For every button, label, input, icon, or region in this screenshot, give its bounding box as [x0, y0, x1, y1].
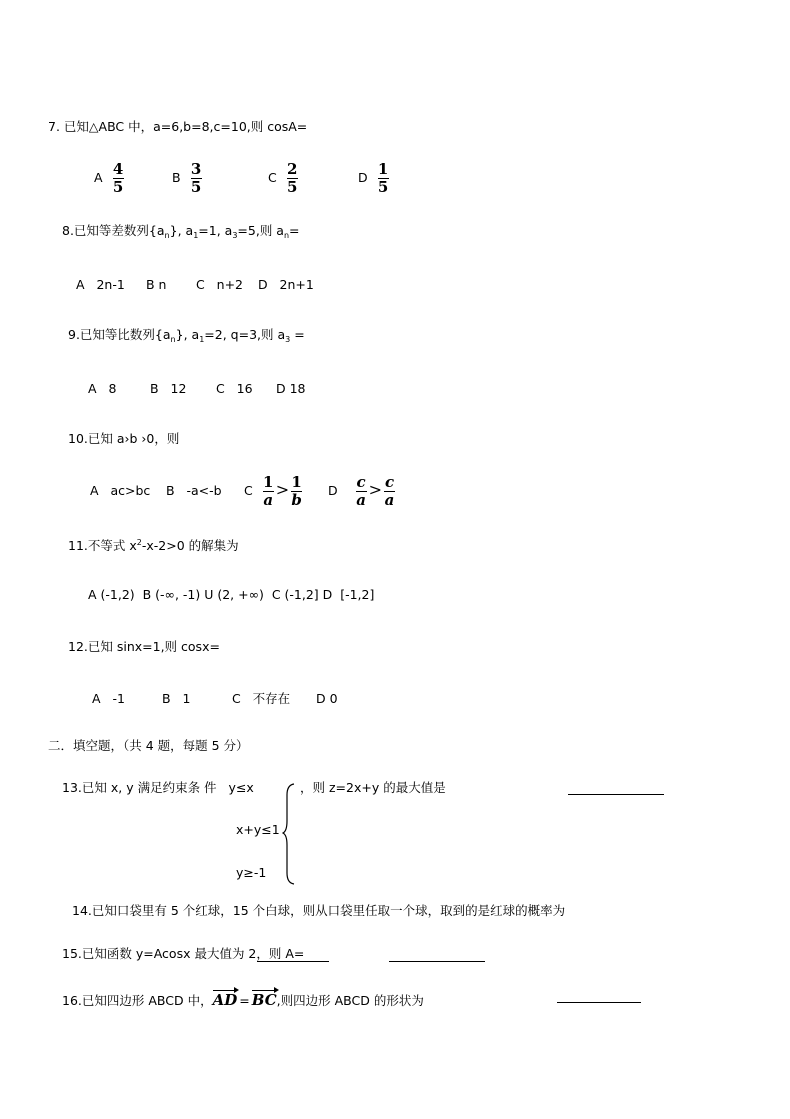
numerator: 4: [112, 160, 124, 178]
q10-option-a: A ac>bc: [90, 483, 151, 498]
q12-option-c: C 不存在: [232, 691, 291, 706]
q9-stem: 9.已知等比数列$\{a_n\}$, $a_1=2$, q=3,则 $a_3$ =: [68, 327, 305, 344]
q9-option-a: A 8: [88, 381, 117, 396]
q13-stem: 13.已知 x, y 满足约束条 件 y≤x: [62, 780, 254, 795]
vector-bc: BC: [251, 991, 277, 1009]
q7-option-d-letter: D: [357, 170, 368, 185]
q7-option-d-fraction: [378, 161, 389, 196]
numerator: 3: [190, 160, 202, 178]
q9-option-d: D 18: [276, 381, 306, 396]
q16-answer-blank: [557, 1002, 641, 1003]
q7-option-d: [358, 160, 389, 196]
q9-options: [88, 381, 306, 397]
q14-stem: 14.已知口袋里有 5 个红球，15 个白球，则从口袋里任取一个球，取到的是红球的概率为: [72, 903, 566, 918]
section-heading: 二．填空题，（共 4 题，每题 5 分）: [48, 738, 249, 753]
q15-underline: [257, 961, 329, 962]
q7-option-b: [172, 160, 264, 196]
q12-options: [92, 691, 338, 707]
q10-c-fraction-2: $\frac{1}{b}$: [291, 473, 302, 509]
denominator: 5: [286, 178, 298, 196]
q7-option-b-fraction: [191, 161, 202, 196]
q7-option-c-fraction: [287, 161, 298, 196]
denominator: 5: [377, 178, 389, 196]
q12-option-d: D 0: [316, 691, 338, 706]
q7-option-a-fraction: [113, 161, 124, 196]
q11-options: A (-1,2) B (-∞, -1) U (2, +∞) C (-1,2] D [-1,2]: [88, 587, 375, 602]
q10-options: [90, 472, 395, 509]
q12-option-b: B 1: [162, 691, 191, 706]
q10-d-fraction-2: $\frac{c}{a}$: [384, 473, 395, 509]
q10-option-d: D $\frac{c}{a}$ > $\frac{c}{a}$: [328, 473, 395, 509]
q10-option-b: B -a<-b: [166, 483, 222, 498]
q10-c-fraction-1: $\frac{1}{a}$: [263, 473, 274, 509]
q10-d-fraction-1: $\frac{c}{a}$: [356, 473, 366, 509]
q8-option-a: A 2n-1: [76, 277, 125, 292]
q7-options: [94, 160, 389, 196]
q13-brace-icon: [282, 783, 296, 885]
q12-option-a: A -1: [92, 691, 125, 706]
q8-option-b: B n: [146, 277, 167, 292]
q15-answer-blank: [389, 961, 485, 962]
q8-option-c: C n+2: [196, 277, 243, 292]
numerator: 1: [377, 160, 389, 178]
q7-option-c-letter: C: [267, 170, 277, 185]
q9-option-b: B 12: [150, 381, 187, 396]
denominator: 5: [112, 178, 124, 196]
q13-answer-blank: [568, 794, 664, 795]
q13-stem-tail: ，则 z=2x+y 的最大值是: [300, 780, 446, 795]
q7-option-a-letter: A: [94, 170, 103, 185]
q7-stem: 7. 已知△ABC 中，a=6,b=8,c=10,则 cosA=: [48, 119, 308, 134]
q9-option-c: C 16: [216, 381, 253, 396]
q8-options: [76, 277, 314, 293]
q8-stem: 8.已知等差数列$\{a_n\}$, $a_1=1$, $a_3=5$,则 $a_n=$: [62, 223, 300, 240]
q10-stem: 10.已知 a›b ›0，则: [68, 431, 180, 446]
q12-stem: 12.已知 sinx=1,则 cosx=: [68, 639, 220, 654]
numerator: 2: [286, 160, 298, 178]
denominator: 5: [190, 178, 202, 196]
vector-ad: AD: [212, 991, 238, 1009]
q13-condition-3: y≥-1: [236, 865, 267, 880]
q7-option-b-letter: B: [171, 170, 181, 185]
q8-option-d: D 2n+1: [258, 277, 314, 292]
q15-stem: 15.已知函数 y=Acosx 最大值为 2，则 A=: [62, 946, 305, 961]
q11-stem: 11.不等式 $x^2-x-2>0$ 的解集为: [68, 538, 239, 553]
q10-option-c: C $\frac{1}{a}$ > $\frac{1}{b}$: [244, 473, 302, 509]
q16-stem: 16.已知四边形 ABCD 中，AD = BC,则四边形 ABCD 的形状为: [62, 991, 424, 1009]
q7-option-c: [268, 160, 354, 196]
q13-condition-1: y≤x: [228, 780, 254, 795]
q7-option-a: [94, 160, 168, 196]
q13-condition-2: x+y≤1: [236, 822, 280, 837]
